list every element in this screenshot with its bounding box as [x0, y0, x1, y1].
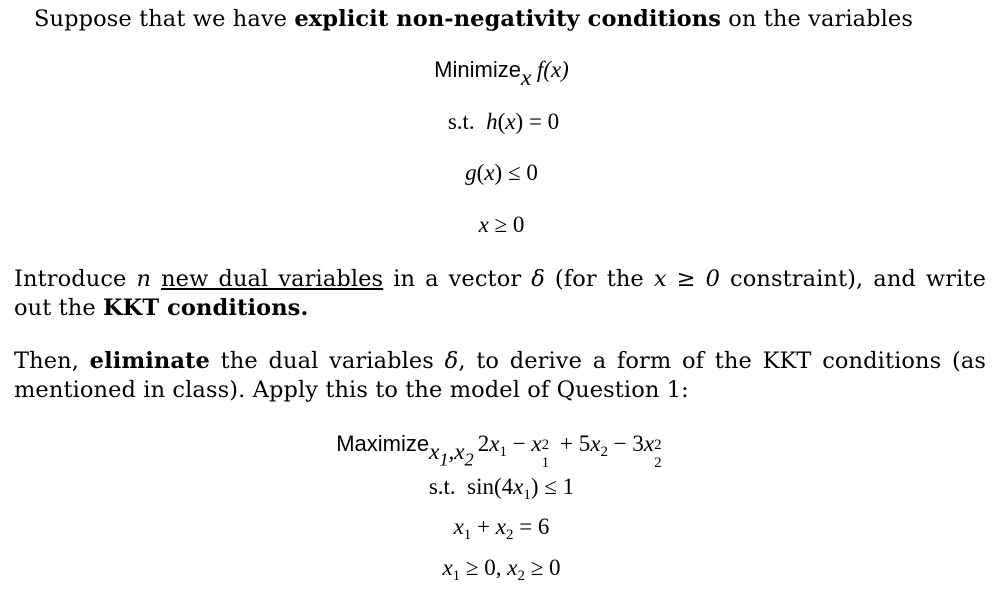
- problem2-constraint-sum: [0, 514, 1003, 544]
- problem1-objective: [0, 57, 1003, 91]
- problem2-constraint-nonneg: [0, 555, 1003, 585]
- problem2-objective: [0, 431, 1003, 472]
- st-label-2: s.t.: [428, 474, 456, 499]
- problem2-constraint-sin: [0, 474, 1003, 504]
- problem1-constraint-x: [0, 213, 1003, 236]
- eliminate-bold: eliminate: [89, 348, 210, 374]
- minimize-subscript: x: [520, 65, 532, 91]
- intro-bold: explicit non-negativity conditions: [294, 6, 721, 32]
- objective-function: f(x): [531, 57, 569, 82]
- maximize-word: Maximize: [336, 431, 430, 456]
- problem1-constraint-h: [0, 110, 1003, 133]
- constraint-sum: $x_1 + x_2 = 6$: [453, 514, 550, 544]
- constraint-g: g(x) ≤ 0: [465, 160, 538, 185]
- intro-sentence: [34, 8, 913, 31]
- minimize-word: Minimize: [434, 57, 521, 82]
- objective-expression: $2x_1 - x$ 2 1 + $5x_2 - 3x$ 2 2: [477, 431, 662, 472]
- paragraph-eliminate: Then, eliminate the dual variables δ, to derive a form of the KKT conditions (as mentioned in class). Apply this to the model of Question 1:: [14, 348, 986, 403]
- intro-suffix: on the variables: [721, 6, 913, 32]
- constraint-h: h(x) = 0: [486, 109, 560, 134]
- dual-variables-link[interactable]: new dual variables: [161, 266, 384, 292]
- problem1-constraint-g: [0, 161, 1003, 184]
- maximize-subscript: x1,x2: [429, 439, 474, 470]
- kkt-bold: KKT conditions.: [103, 295, 309, 321]
- paragraph-introduce: Introduce n new dual variables in a vector δ (for the x ≥ 0 constraint), and write out the KKT conditions.: [14, 266, 986, 321]
- intro-prefix: Suppose that we have: [34, 6, 295, 32]
- constraint-sin: $\sin(4x_1) \le 1$: [467, 474, 575, 504]
- constraint-nonneg: $x_1 \ge 0$, $x_2 \ge 0$: [442, 555, 561, 585]
- st-label: s.t.: [447, 109, 475, 134]
- constraint-x: x ≥ 0: [478, 212, 525, 237]
